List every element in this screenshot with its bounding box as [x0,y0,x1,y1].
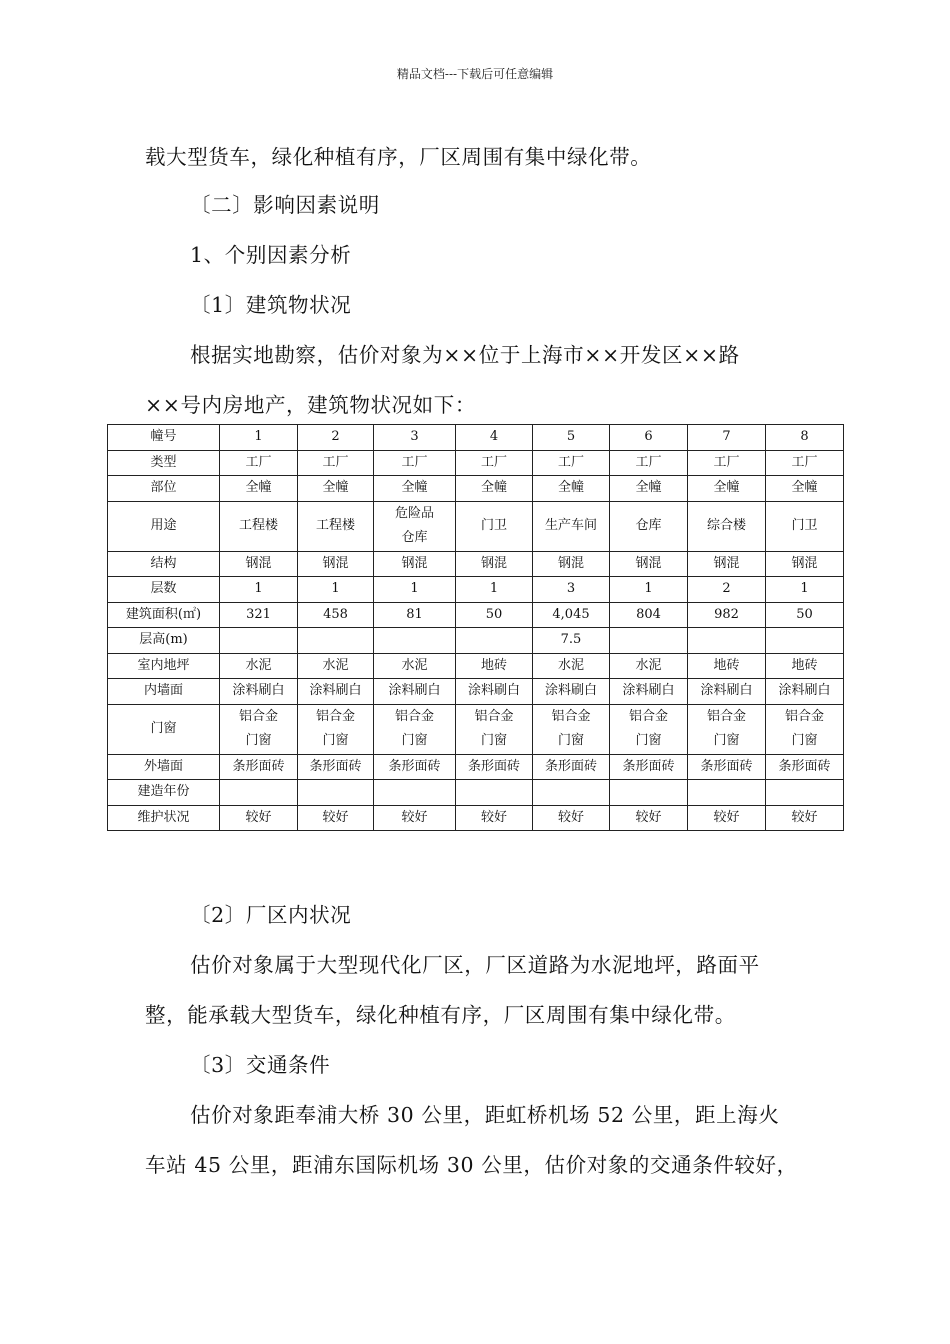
section-heading: 〔二〕影响因素说明 [190,193,380,217]
table-cell [766,628,844,654]
table-cell: 钢混 [220,551,298,577]
table-cell: 50 [766,602,844,628]
row-label: 维护状况 [108,805,220,831]
table-cell: 铝合金 门窗 [220,704,298,754]
row-label: 外墙面 [108,754,220,780]
paragraph-traffic-line1: 估价对象距奉浦大桥 30 公里，距虹桥机场 52 公里，距上海火 [190,1103,780,1127]
table-cell: 水泥 [220,653,298,679]
table-cell: 危险品 仓库 [374,501,456,551]
table-row [108,628,844,654]
row-label: 建造年份 [108,780,220,806]
table-row [108,476,844,502]
table-cell: 6 [610,425,688,451]
row-label: 门窗 [108,704,220,754]
table-cell: 4,045 [533,602,610,628]
row-label: 部位 [108,476,220,502]
paragraph-traffic-line2: 车站 45 公里，距浦东国际机场 30 公里，估价对象的交通条件较好， [145,1153,798,1177]
table-cell [374,780,456,806]
table-cell: 钢混 [456,551,533,577]
table-cell: 条形面砖 [533,754,610,780]
table-cell [688,628,766,654]
table-cell: 1 [220,425,298,451]
paragraph-factory-line2: 整，能承载大型货车，绿化种植有序，厂区周围有集中绿化带。 [145,1003,736,1027]
table-cell: 全幢 [533,476,610,502]
paragraph-survey-line2: ××号内房地产，建筑物状况如下： [145,393,476,417]
table-cell: 钢混 [766,551,844,577]
table-cell: 3 [533,577,610,603]
table-cell: 钢混 [610,551,688,577]
table-row [108,425,844,451]
table-cell: 工程楼 [298,501,374,551]
table-cell: 全幢 [456,476,533,502]
table-cell: 全幢 [220,476,298,502]
table-cell: 铝合金 门窗 [456,704,533,754]
table-cell: 1 [610,577,688,603]
table-cell: 生产车间 [533,501,610,551]
table-cell: 条形面砖 [688,754,766,780]
row-label: 结构 [108,551,220,577]
table-cell: 工厂 [766,450,844,476]
table-cell: 工厂 [456,450,533,476]
table-cell: 1 [220,577,298,603]
table-cell: 门卫 [766,501,844,551]
table-cell: 982 [688,602,766,628]
table-cell [298,780,374,806]
table-cell: 较好 [766,805,844,831]
table-cell: 铝合金 门窗 [688,704,766,754]
page-header: 精品文档---下载后可任意编辑 [396,67,554,81]
table-cell [374,628,456,654]
table-cell [220,628,298,654]
row-label: 用途 [108,501,220,551]
table-cell: 较好 [688,805,766,831]
table-cell: 1 [298,577,374,603]
table-cell: 工厂 [374,450,456,476]
table-cell: 地砖 [766,653,844,679]
table-cell: 3 [374,425,456,451]
table-cell: 仓库 [610,501,688,551]
table-cell: 458 [298,602,374,628]
table-cell: 804 [610,602,688,628]
table-row [108,805,844,831]
table-row [108,780,844,806]
table-row [108,551,844,577]
table-cell [688,780,766,806]
table-cell: 全幢 [610,476,688,502]
table-cell: 水泥 [533,653,610,679]
table-cell: 条形面砖 [374,754,456,780]
table-cell: 铝合金 门窗 [766,704,844,754]
table-cell: 1 [456,577,533,603]
table-row [108,679,844,705]
table-cell: 全幢 [688,476,766,502]
table-cell: 涂料刷白 [610,679,688,705]
paragraph-survey-line1: 根据实地勘察，估价对象为××位于上海市××开发区××路 [190,343,740,367]
table-cell: 321 [220,602,298,628]
row-label: 幢号 [108,425,220,451]
table-cell: 钢混 [688,551,766,577]
table-row [108,450,844,476]
table-cell: 条形面砖 [220,754,298,780]
table-cell: 涂料刷白 [220,679,298,705]
table-cell: 水泥 [298,653,374,679]
table-cell: 1 [374,577,456,603]
table-cell: 5 [533,425,610,451]
table-cell: 条形面砖 [766,754,844,780]
table-cell [456,628,533,654]
row-label: 建筑面积(㎡) [108,602,220,628]
table-cell: 铝合金 门窗 [298,704,374,754]
row-label: 类型 [108,450,220,476]
table-cell: 81 [374,602,456,628]
table-cell: 1 [766,577,844,603]
table-row [108,704,844,754]
table-cell: 全幢 [766,476,844,502]
table-cell: 涂料刷白 [688,679,766,705]
table-cell [766,780,844,806]
table-cell [298,628,374,654]
table-cell: 钢混 [374,551,456,577]
paragraph-factory-line1: 估价对象属于大型现代化厂区，厂区道路为水泥地坪，路面平 [190,953,760,977]
row-label: 层高(m) [108,628,220,654]
item-heading-buildings: 〔1〕建筑物状况 [190,293,352,317]
table-cell: 4 [456,425,533,451]
table-cell: 涂料刷白 [766,679,844,705]
table-cell: 7 [688,425,766,451]
table-cell: 水泥 [374,653,456,679]
table-row [108,602,844,628]
table-cell [610,780,688,806]
table-row [108,754,844,780]
row-label: 室内地坪 [108,653,220,679]
table-cell: 较好 [456,805,533,831]
item-heading-factory: 〔2〕厂区内状况 [190,903,352,927]
table-cell: 工厂 [220,450,298,476]
table-cell: 全幢 [374,476,456,502]
table-cell: 条形面砖 [298,754,374,780]
table-cell: 工厂 [533,450,610,476]
building-spec-table [107,424,844,831]
table-cell: 工程楼 [220,501,298,551]
table-cell: 铝合金 门窗 [610,704,688,754]
table-row [108,501,844,551]
table-cell: 铝合金 门窗 [374,704,456,754]
table-cell: 条形面砖 [456,754,533,780]
table-cell: 水泥 [610,653,688,679]
table-cell: 2 [298,425,374,451]
table-cell [220,780,298,806]
subsection-heading: 1、个别因素分析 [190,243,352,267]
table-cell: 铝合金 门窗 [533,704,610,754]
item-heading-traffic: 〔3〕交通条件 [190,1053,331,1077]
table-cell: 门卫 [456,501,533,551]
table-cell: 较好 [374,805,456,831]
table-cell: 条形面砖 [610,754,688,780]
table-cell: 工厂 [610,450,688,476]
table-cell: 工厂 [688,450,766,476]
table-row [108,653,844,679]
table-row [108,577,844,603]
table-cell: 综合楼 [688,501,766,551]
table-cell: 涂料刷白 [374,679,456,705]
table-cell: 地砖 [456,653,533,679]
table-cell: 涂料刷白 [456,679,533,705]
table-cell: 较好 [610,805,688,831]
table-cell: 较好 [220,805,298,831]
table-cell: 地砖 [688,653,766,679]
table-cell [456,780,533,806]
table-cell: 钢混 [533,551,610,577]
table-cell: 全幢 [298,476,374,502]
table-cell [610,628,688,654]
table-cell: 涂料刷白 [298,679,374,705]
row-label: 层数 [108,577,220,603]
table-cell: 50 [456,602,533,628]
table-cell: 较好 [533,805,610,831]
table-cell [533,780,610,806]
table-cell: 钢混 [298,551,374,577]
table-cell: 涂料刷白 [533,679,610,705]
row-label: 内墙面 [108,679,220,705]
table-cell: 7.5 [533,628,610,654]
table-cell: 8 [766,425,844,451]
paragraph-continuation: 载大型货车，绿化种植有序，厂区周围有集中绿化带。 [145,145,652,169]
table-cell: 2 [688,577,766,603]
table-cell: 较好 [298,805,374,831]
table-cell: 工厂 [298,450,374,476]
